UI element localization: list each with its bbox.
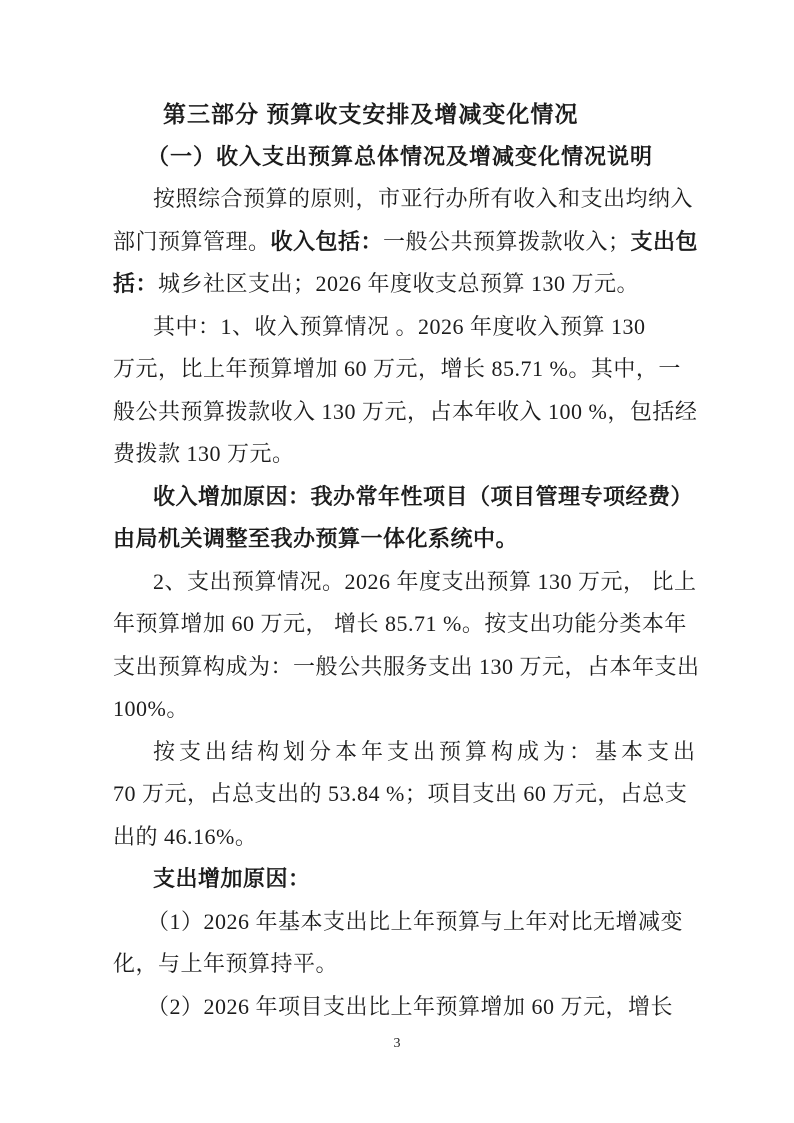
text-line: [113, 646, 700, 689]
section-title: [113, 93, 688, 136]
text-run: 其中：1、收入预算情况 。2026 年度收入预算 130: [153, 313, 646, 339]
page-number: 3: [393, 1036, 401, 1051]
bold-text-run: 括：: [113, 271, 159, 296]
text-run: 化，与上年预算持平。: [113, 951, 339, 976]
text-line: [113, 858, 688, 901]
text-line: [113, 688, 688, 731]
text-line: [113, 178, 694, 221]
text-line: [113, 603, 688, 646]
bold-text-run: （一）收入支出预算总体情况及增减变化情况说明: [147, 143, 654, 169]
text-run: 按支出结构划分本年支出预算构成为：基本支出: [153, 738, 700, 764]
text-run: 费拨款 130 万元。: [113, 441, 295, 466]
bold-text-run: 支出增加原因：: [153, 866, 311, 891]
text-run: 70 万元，占总支出的 53.84 %；项目支出 60 万元，占总支: [113, 781, 688, 806]
text-run: 万元，比上年预算增加 60 万元，增长 85.71 %。其中，一: [113, 356, 681, 381]
text-run: 2、支出预算情况。2026 年度支出预算 130 万元， 比上: [153, 568, 697, 594]
text-run: 般公共预算拨款收入 130 万元，占本年收入 100 %，包括经: [113, 398, 698, 424]
text-run: （2）2026 年项目支出比上年预算增加 60 万元，增长: [147, 993, 674, 1019]
subsection-heading: [113, 136, 688, 179]
text-line: [113, 263, 688, 306]
bold-text-run: 支出包: [630, 228, 699, 254]
text-line: [113, 518, 688, 561]
text-line: [113, 731, 700, 774]
document-body: [113, 93, 700, 1028]
bold-text-run: 收入包括：: [270, 228, 384, 254]
text-line: [113, 561, 697, 604]
bold-text-run: 收入增加原因：我办常年性项目（项目管理专项经费）: [153, 483, 694, 509]
text-run: 按照综合预算的原则，市亚行办所有收入和支出均纳入: [153, 186, 694, 211]
text-line: [113, 943, 688, 986]
text-run: 年预算增加 60 万元， 增长 85.71 %。按支出功能分类本年: [113, 611, 687, 636]
bold-text-run: 第三部分 预算收支安排及增减变化情况: [163, 101, 579, 127]
text-run: 100%。: [113, 696, 189, 721]
text-line: [113, 306, 688, 349]
text-line: [113, 986, 688, 1029]
text-line: [113, 221, 699, 264]
text-line: [113, 773, 688, 816]
text-run: 一般公共预算拨款收入；: [383, 228, 631, 254]
text-run: 部门预算管理。: [113, 228, 271, 254]
text-run: 城乡社区支出；2026 年度收支总预算 130 万元。: [158, 271, 640, 296]
text-line: [113, 433, 688, 476]
text-run: （1）2026 年基本支出比上年预算与上年对比无增减变: [147, 908, 684, 934]
text-line: [113, 476, 694, 519]
text-run: 支出预算构成为：一般公共服务支出 130 万元，占本年支出: [113, 653, 700, 679]
text-line: [113, 348, 688, 391]
text-line: [113, 391, 698, 434]
text-run: 出的 46.16%。: [113, 823, 258, 849]
bold-text-run: 由局机关调整至我办预算一体化系统中。: [113, 526, 519, 551]
text-line: [113, 816, 688, 859]
text-line: [113, 901, 688, 944]
